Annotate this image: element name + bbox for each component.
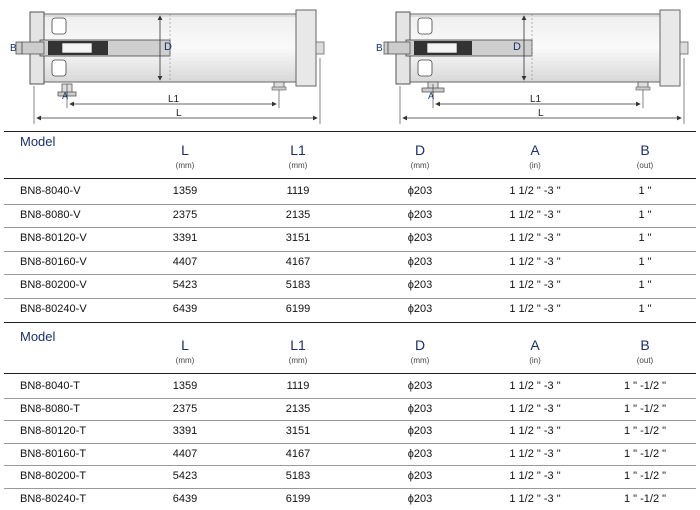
cell-d: ϕ203 <box>407 185 433 197</box>
cell-a: 1 1/2 " -3 " <box>509 447 561 460</box>
header-d: D (mm) <box>410 337 430 365</box>
cell-l: 6439 <box>172 302 198 315</box>
cell-l1: 2135 <box>285 402 311 415</box>
table-separator <box>4 373 696 374</box>
cell-model: BN8-80240-T <box>20 492 87 505</box>
cell-b: 1 " <box>638 279 652 291</box>
header-l1: L1 (mm) <box>288 337 308 365</box>
cell-a: 1 1/2 " -3 " <box>509 185 561 197</box>
cell-l: 2375 <box>172 208 198 221</box>
cell-model: BN8-8080-V <box>20 208 81 221</box>
cell-d: ϕ203 <box>407 402 433 415</box>
cell-l1: 3151 <box>285 232 311 244</box>
table-header-v <box>0 134 700 178</box>
table-row <box>0 180 700 202</box>
cell-d: ϕ203 <box>407 302 433 315</box>
cell-model: BN8-8040-T <box>20 380 80 392</box>
cell-d: ϕ203 <box>407 492 433 505</box>
cell-d: ϕ203 <box>407 425 433 437</box>
cell-a: 1 1/2 " -3 " <box>509 279 561 291</box>
table-row <box>0 227 700 249</box>
header-b: B (out) <box>636 142 654 170</box>
header-d: D (mm) <box>410 142 430 170</box>
cell-l: 6439 <box>172 492 198 505</box>
cell-l1: 5183 <box>285 279 311 291</box>
vessel-drawing-left <box>10 10 324 124</box>
header-model: Model <box>20 329 56 344</box>
table-row <box>0 274 700 296</box>
cell-b: 1 " -1/2 " <box>623 492 667 505</box>
cell-l: 2375 <box>172 402 198 415</box>
cell-l1: 1119 <box>286 380 310 392</box>
table-row <box>0 298 700 320</box>
cell-b: 1 " -1/2 " <box>623 402 667 415</box>
cell-l1: 1119 <box>286 185 310 197</box>
cell-d: ϕ203 <box>407 447 433 460</box>
table-separator <box>4 178 696 179</box>
cell-l1: 3151 <box>285 425 311 437</box>
cell-b: 1 " <box>638 208 652 221</box>
cell-model: BN8-8040-V <box>20 185 81 197</box>
cell-model: BN8-80120-V <box>20 232 87 244</box>
table-row <box>0 375 700 397</box>
table-row <box>0 398 700 420</box>
cell-model: BN8-80240-V <box>20 302 87 315</box>
cell-a: 1 1/2 " -3 " <box>509 402 561 415</box>
header-l: L (mm) <box>175 142 195 170</box>
cell-a: 1 1/2 " -3 " <box>509 380 561 392</box>
cell-d: ϕ203 <box>407 380 433 392</box>
dim-label-l: L <box>176 108 182 119</box>
header-a: A (in) <box>529 142 541 170</box>
cell-model: BN8-8080-T <box>20 402 80 415</box>
cell-l1: 6199 <box>285 302 311 315</box>
cell-l: 1359 <box>172 380 198 392</box>
cell-l1: 4167 <box>285 255 311 268</box>
dim-label-l1: L1 <box>530 94 542 105</box>
cell-b: 1 " -1/2 " <box>623 470 667 482</box>
vessel-drawing-right <box>376 10 688 124</box>
dim-label-b: B <box>10 43 17 54</box>
cell-model: BN8-80200-T <box>20 470 87 482</box>
cell-b: 1 " <box>638 185 652 197</box>
cell-a: 1 1/2 " -3 " <box>509 232 561 244</box>
cell-l1: 4167 <box>285 447 311 460</box>
cell-model: BN8-80160-T <box>20 447 87 460</box>
table-row <box>0 488 700 510</box>
cell-l: 4407 <box>172 447 198 460</box>
cell-l: 1359 <box>172 185 198 197</box>
table-row <box>0 443 700 465</box>
cell-model: BN8-80120-T <box>20 425 87 437</box>
cell-l: 5423 <box>172 279 198 291</box>
table-separator <box>4 131 696 132</box>
cell-d: ϕ203 <box>407 470 433 482</box>
table-row <box>0 420 700 442</box>
cell-b: 1 " -1/2 " <box>623 447 667 460</box>
cell-d: ϕ203 <box>407 279 433 291</box>
cell-l1: 5183 <box>285 470 311 482</box>
cell-a: 1 1/2 " -3 " <box>509 425 561 437</box>
technical-drawings <box>0 0 700 128</box>
cell-l1: 2135 <box>285 208 311 221</box>
cell-b: 1 " <box>638 302 652 315</box>
table-row <box>0 204 700 226</box>
table-separator <box>4 322 696 323</box>
cell-model: BN8-80200-V <box>20 279 87 291</box>
header-l: L (mm) <box>175 337 195 365</box>
cell-a: 1 1/2 " -3 " <box>509 302 561 315</box>
cell-a: 1 1/2 " -3 " <box>509 470 561 482</box>
cell-a: 1 1/2 " -3 " <box>509 208 561 221</box>
cell-b: 1 " -1/2 " <box>623 380 667 392</box>
cell-l1: 6199 <box>285 492 311 505</box>
header-b: B (out) <box>636 337 654 365</box>
header-l1: L1 (mm) <box>288 142 308 170</box>
cell-d: ϕ203 <box>407 232 433 244</box>
cell-b: 1 " -1/2 " <box>623 425 667 437</box>
dim-label-l1: L1 <box>168 94 180 105</box>
cell-l: 3391 <box>172 425 198 437</box>
dim-label-l: L <box>538 108 544 119</box>
dim-label-a: A <box>428 91 435 101</box>
cell-l: 5423 <box>172 470 198 482</box>
dim-label-d: D <box>513 41 521 53</box>
table-header-t <box>0 329 700 373</box>
cell-l: 4407 <box>172 255 198 268</box>
table-row <box>0 465 700 487</box>
cell-model: BN8-80160-V <box>20 255 87 268</box>
cell-b: 1 " <box>638 255 652 268</box>
cell-b: 1 " <box>638 232 652 244</box>
cell-d: ϕ203 <box>407 208 433 221</box>
header-model: Model <box>20 134 56 149</box>
cell-a: 1 1/2 " -3 " <box>509 255 561 268</box>
dim-label-a: A <box>62 91 69 101</box>
table-row <box>0 251 700 273</box>
cell-l: 3391 <box>172 232 198 244</box>
cell-d: ϕ203 <box>407 255 433 268</box>
header-a: A (in) <box>529 337 541 365</box>
dim-label-b: B <box>376 43 383 54</box>
cell-a: 1 1/2 " -3 " <box>509 492 561 505</box>
dim-label-d: D <box>164 41 172 53</box>
